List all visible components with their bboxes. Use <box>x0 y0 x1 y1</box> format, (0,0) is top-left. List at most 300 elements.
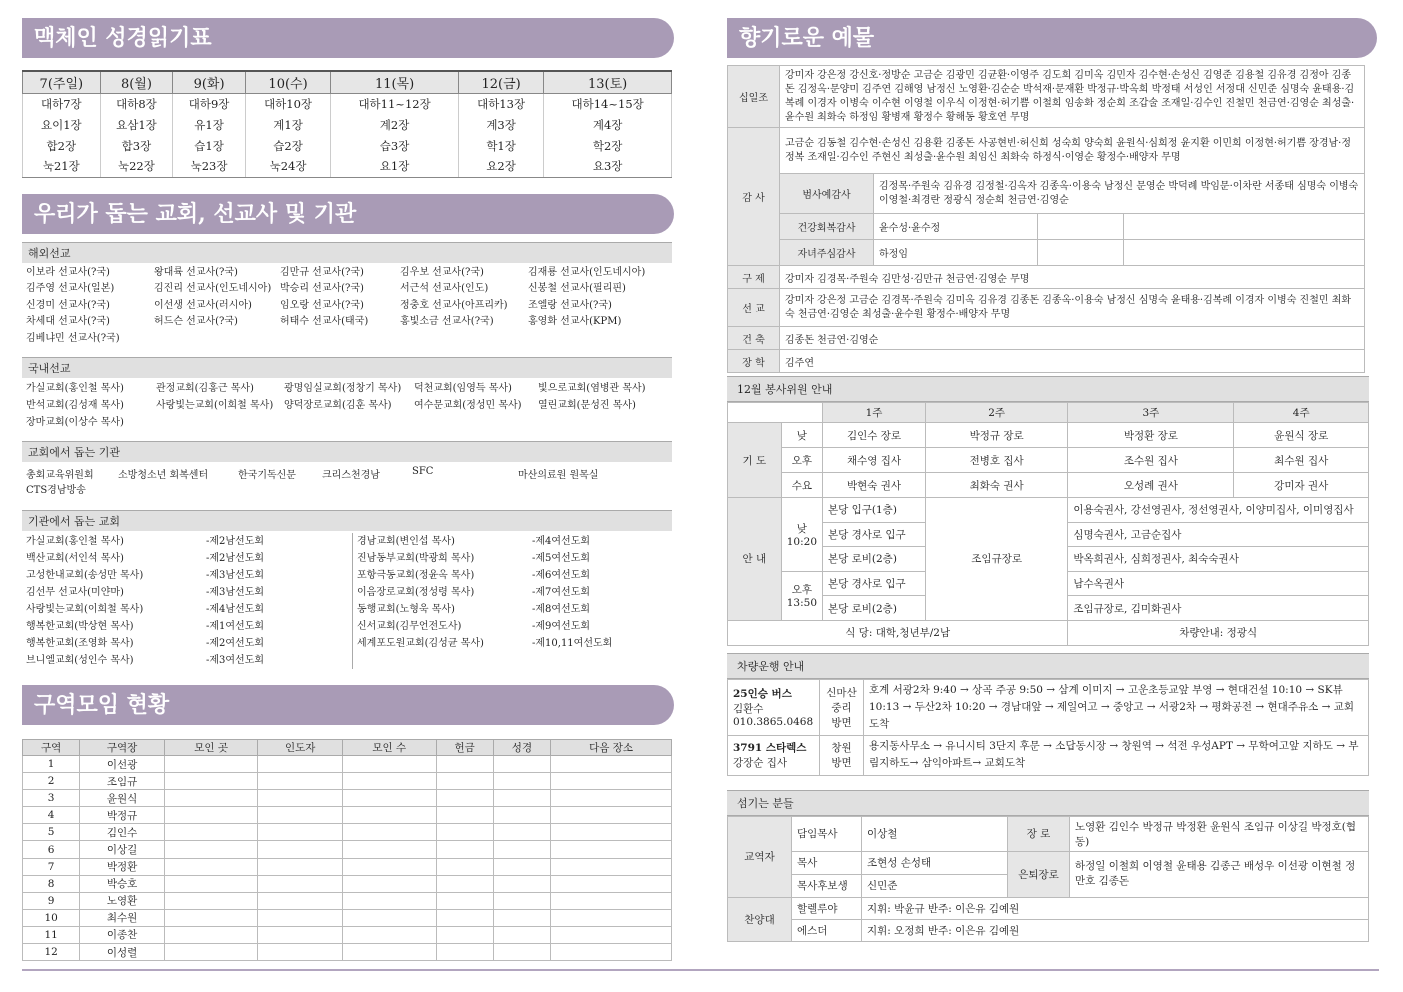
prayer-name: 윤원식 장로 <box>1234 423 1369 448</box>
helped-church-item: -제3남선도회 <box>206 570 265 581</box>
thanks-sub-label: 자녀주심감사 <box>780 240 874 266</box>
meeting-cell <box>436 790 493 807</box>
missionary-item: 서근석 선교사(인도) <box>400 283 489 294</box>
meeting-cell <box>436 841 493 858</box>
domestic-mission-list <box>22 378 672 431</box>
reading-cell: 계3장 <box>458 114 543 135</box>
meeting-row <box>23 926 672 943</box>
meeting-cell <box>436 773 493 790</box>
meeting-cell <box>342 773 436 790</box>
district-number: 4 <box>23 807 80 824</box>
meeting-cell <box>551 875 672 892</box>
missionary-item: 허드슨 선교사(?국) <box>154 316 238 327</box>
retired-elder-label: 은퇴장로 <box>1008 851 1070 897</box>
district-number: 2 <box>23 773 80 790</box>
reading-row <box>23 135 672 156</box>
missionary-item: 정충호 선교사(아프리카) <box>400 299 508 311</box>
staff-heading: 섬기는 분들 <box>727 790 1369 816</box>
meeting-cell <box>436 858 493 875</box>
bus-area: 창원 방면 <box>820 735 864 775</box>
prayer-label: 기 도 <box>728 423 782 498</box>
district-leader: 조임규 <box>80 773 165 790</box>
meeting-cell <box>342 875 436 892</box>
minister-label: 교역자 <box>728 816 792 897</box>
reading-cell: 대하11~12장 <box>331 93 459 114</box>
helped-church-item: 동행교회(노형욱 목사) <box>352 601 532 618</box>
meeting-header: 구역장 <box>80 740 165 756</box>
meeting-cell <box>342 892 436 909</box>
prayer-name: 최화숙 권사 <box>925 473 1067 498</box>
meeting-cell <box>164 892 258 909</box>
meeting-row <box>23 773 672 790</box>
missionary-item: 박승리 선교사(?국) <box>280 283 364 294</box>
meeting-cell <box>436 875 493 892</box>
institution-item: 총회교육위원회 <box>26 470 94 481</box>
bus-area: 신마산 중리 방면 <box>820 679 864 735</box>
missionary-item: 차세대 선교사(?국) <box>26 316 110 327</box>
choir-name: 에스더 <box>792 919 862 941</box>
domestic-church-item: 여수문교회(정성민 목사) <box>414 400 522 411</box>
reading-cell: 계4장 <box>544 114 672 135</box>
scholarship-label: 장 학 <box>728 350 780 373</box>
missionary-item: 이보라 선교사(?국) <box>26 266 110 278</box>
meeting-cell <box>493 824 550 841</box>
meeting-cell <box>493 858 550 875</box>
district-leader: 이상길 <box>80 841 165 858</box>
meeting-header: 성경 <box>493 740 550 756</box>
prayer-name: 채수영 집사 <box>823 448 926 473</box>
guide-place: 본당 경사로 입구 <box>823 522 926 547</box>
meeting-cell <box>164 773 258 790</box>
meeting-cell <box>258 944 343 961</box>
choir-label: 찬양대 <box>728 897 792 941</box>
institution-item: CTS경남방송 <box>26 485 86 496</box>
guide-names: 남수옥권사 <box>1068 571 1369 596</box>
meeting-header: 인도자 <box>258 740 343 756</box>
vehicle-name: 25인승 버스 <box>733 688 792 701</box>
meeting-cell <box>436 926 493 943</box>
mission-label: 선 교 <box>728 289 780 327</box>
meeting-cell <box>164 790 258 807</box>
meeting-cell <box>164 909 258 926</box>
domestic-church-item: 사랑빛는교회(이희철 목사) <box>156 400 274 411</box>
overseas-mission-list <box>22 263 672 348</box>
reading-cell: 대하7장 <box>23 93 101 114</box>
meeting-cell <box>342 858 436 875</box>
guide-label: 안 내 <box>728 498 782 621</box>
helped-church-item: 사랑빛는교회(이희철 목사) <box>26 604 144 615</box>
meeting-cell <box>551 944 672 961</box>
meeting-cell <box>342 824 436 841</box>
domestic-church-item: 반석교회(김성재 목사) <box>26 400 124 411</box>
missionary-item: 이선생 선교사(러시아) <box>154 299 252 311</box>
meeting-cell <box>342 944 436 961</box>
meeting-row <box>23 909 672 926</box>
reading-cell: 요2장 <box>458 156 543 177</box>
staff-role: 목사 <box>792 851 862 874</box>
meeting-cell <box>258 875 343 892</box>
elder-names: 노영환 김인수 박정규 박정환 윤원식 조임규 이상길 박정호(협동) <box>1070 816 1369 851</box>
meeting-row <box>23 756 672 773</box>
meeting-cell <box>342 790 436 807</box>
reading-cell: 계1장 <box>245 114 330 135</box>
service-table <box>727 402 1369 646</box>
week-header: 3주 <box>1068 403 1234 423</box>
helped-church-item: -제4남선도회 <box>206 604 265 615</box>
guide-leader: 조임규장로 <box>925 498 1067 621</box>
meeting-cell <box>551 858 672 875</box>
tithe-label: 십일조 <box>728 66 780 128</box>
helped-church-item: 브니엘교회(성인수 목사) <box>26 655 134 666</box>
institution-heading: 교회에서 돕는 기관 <box>22 441 672 462</box>
district-number: 11 <box>23 926 80 943</box>
meeting-cell <box>436 756 493 773</box>
meeting-cell <box>551 841 672 858</box>
bible-reading-title: 맥체인 성경읽기표 <box>22 18 674 58</box>
institution-item: SFC <box>412 466 434 477</box>
missionary-item: 신봉철 선교사(필리핀) <box>528 283 626 294</box>
district-number: 1 <box>23 756 80 773</box>
meeting-row <box>23 875 672 892</box>
guide-place: 본당 로비(2층) <box>823 547 926 572</box>
meeting-cell <box>164 824 258 841</box>
driver-name: 김환수 <box>733 703 764 716</box>
meeting-cell <box>436 944 493 961</box>
helped-church-item: 고성한내교회(송성만 목사) <box>26 570 144 581</box>
retired-elder-names: 하정일 이철희 이영철 윤태용 김종근 배성우 이선광 이현철 정만호 김종돈 <box>1070 851 1369 897</box>
meeting-cell <box>493 807 550 824</box>
service-heading: 12월 봉사위원 안내 <box>727 376 1369 402</box>
missionary-item: 신경미 선교사(?국) <box>26 299 110 311</box>
staff-role: 담임목사 <box>792 816 862 851</box>
week-header: 4주 <box>1234 403 1369 423</box>
reading-cell: 대하9장 <box>173 93 246 114</box>
meeting-cell <box>436 892 493 909</box>
bus-path: 용지동사무소 → 유니시티 3단지 후문 → 소답동시장 → 창원역 → 석전 우성APT → 무학여고앞 지하도 → 부림지하도→ 삼익아파트→ 교회도착 <box>864 735 1369 775</box>
helped-church-item: -제6여선도회 <box>532 570 591 581</box>
reading-cell: 계2장 <box>331 114 459 135</box>
offering-table <box>727 65 1365 373</box>
helped-church-item: 경남교회(변인섭 목사) <box>352 533 532 550</box>
corner-cell <box>728 403 823 423</box>
missionary-item: 김만규 선교사(?국) <box>280 266 364 278</box>
staff-table <box>727 816 1369 942</box>
district-number: 9 <box>23 892 80 909</box>
reading-row <box>23 156 672 177</box>
vehicle-name: 3791 스타렉스 <box>733 742 807 755</box>
meeting-cell <box>493 926 550 943</box>
meeting-cell <box>551 892 672 909</box>
meal-info: 식 당: 대학,청년부/2남 <box>728 620 1068 645</box>
meeting-cell <box>258 824 343 841</box>
district-leader: 윤원식 <box>80 790 165 807</box>
relief-label: 구 제 <box>728 266 780 289</box>
institution-item: 한국기독신문 <box>238 470 296 481</box>
district-leader: 박정규 <box>80 807 165 824</box>
day-header: 11(목) <box>331 71 459 93</box>
staff-name: 이상철 <box>862 816 1008 851</box>
reading-cell: 요1장 <box>331 156 459 177</box>
guide-place: 본당 입구(1층) <box>823 498 926 523</box>
tithe-names: 강미자 강은정 강신호·정방순 고금순 김광민 김균환·이영주 김도희 김미옥 김민자 김수현·손성신 김영준 김용철 김유경 김정아 김종돈 김정옥·문양미 김주연 김해영 남정신 노영환·김순순 박석재·문재환 박정규·박옥희 박정태 서성인 서정대 신민준 심명숙 윤태용·김복례 이경자 이병숙 이수현 이영철 이우식 이정현·허기쁨 이철희 임송화 정순희 조갑술 조재일·김수인 진철민 천금연·김영순 최성출·윤수원 최화숙 하정임 황병재 황정수 황해동 황호연 무명 <box>780 66 1365 128</box>
meeting-cell <box>164 944 258 961</box>
reading-row <box>23 93 672 114</box>
reading-cell: 습3장 <box>331 135 459 156</box>
missionary-item: 왕대륙 선교사(?국) <box>154 266 238 278</box>
helped-church-item: -제2남선도회 <box>206 536 265 547</box>
reading-cell: 대하8장 <box>100 93 173 114</box>
helped-church-item: -제7여선도회 <box>532 587 591 598</box>
support-title: 우리가 돕는 교회, 선교사 및 기관 <box>22 194 674 234</box>
thanks-sub-names: 김정목·주원숙 김유경 김정철·김옥자 김종옥·이용숙 남정신 문영순 박덕례 박임문·이차란 서종태 심명숙 이병숙 이영철·최경란 정광식 정순희 천금연·김영순 <box>874 174 1365 214</box>
meeting-cell <box>164 926 258 943</box>
meeting-cell <box>493 841 550 858</box>
prayer-name: 오성례 권사 <box>1068 473 1234 498</box>
helped-church-item: -제8여선도회 <box>532 604 591 615</box>
relief-names: 강미자 김경목·주원숙 김만성·김만규 천금연·김영순 무명 <box>780 266 1365 289</box>
overseas-mission-heading: 해외선교 <box>22 242 672 263</box>
reading-cell: 합2장 <box>23 135 101 156</box>
parking-info: 차량안내: 정광식 <box>1068 620 1369 645</box>
day-header: 9(화) <box>173 71 246 93</box>
institution-list <box>22 462 672 496</box>
day-header: 12(금) <box>458 71 543 93</box>
helped-church-item: 세계포도원교회(김성균 목사) <box>352 635 532 652</box>
meeting-cell <box>342 841 436 858</box>
week-header: 1주 <box>823 403 926 423</box>
meeting-header: 구역 <box>23 740 80 756</box>
service-time: 오후 <box>781 448 822 473</box>
bus-vehicle <box>728 679 820 735</box>
day-header: 13(토) <box>544 71 672 93</box>
helped-church-heading: 기관에서 돕는 교회 <box>22 510 672 531</box>
missionary-item: 김진리 선교사(인도네시아) <box>154 283 272 294</box>
domestic-church-item: 관정교회(김홍근 목사) <box>156 383 254 394</box>
reading-cell: 요3장 <box>544 156 672 177</box>
reading-cell: 습2장 <box>245 135 330 156</box>
elder-label: 장 로 <box>1008 816 1070 851</box>
helped-church-item: 행복한교회(조영화 목사) <box>26 638 134 649</box>
meeting-cell <box>493 773 550 790</box>
prayer-row <box>728 448 1369 473</box>
meeting-header: 모인 곳 <box>164 740 258 756</box>
mission-names: 강미자 강은정 고금순 김경목·주원숙 김미옥 김유경 김종돈 김종옥·이용숙 남정신 심명숙 윤태용·김복례 이경자 이병숙 진철민 최화숙 천금연·김영순 최성출·윤수원 황정수·배양자 무명 <box>780 289 1365 327</box>
district-leader: 노영환 <box>80 892 165 909</box>
bus-path: 호계 서광2차 9:40 → 상곡 주공 9:50 → 삼계 이미지 → 고운초등교앞 부영 → 현대건설 10:10 → SK뷰 10:13 → 두산2차 10:20 → 경남대앞 → 제일여고 → 중앙고 → 서광2차 → 평화공전 → 현대주유소 → 교회도착 <box>864 679 1369 735</box>
meeting-cell <box>493 790 550 807</box>
reading-cell: 대하13장 <box>458 93 543 114</box>
building-names: 김종돈 천금연·김영순 <box>780 327 1365 350</box>
domestic-church-item: 빛으로교회(염병관 목사) <box>538 383 646 394</box>
staff-name: 조현성 손성태 <box>862 851 1008 874</box>
support-section <box>22 242 672 670</box>
helped-church-item: -제1여선도회 <box>206 621 265 632</box>
missionary-item: 허태수 선교사(태국) <box>280 316 369 327</box>
day-header: 7(주일) <box>23 71 101 93</box>
meeting-cell <box>258 926 343 943</box>
meeting-cell <box>436 807 493 824</box>
service-time: 수요 <box>781 473 822 498</box>
guide-row <box>728 498 1369 523</box>
guide-noon-time: 낮 10:20 <box>781 498 822 572</box>
helped-church-item: -제4여선도회 <box>532 536 591 547</box>
guide-names: 박옥희권사, 심희정권사, 최숙숙권사 <box>1068 547 1369 572</box>
prayer-name: 최수원 집사 <box>1234 448 1369 473</box>
helped-church-item: -제2여선도회 <box>206 638 265 649</box>
staff-role: 목사후보생 <box>792 874 862 897</box>
domestic-church-item: 광명임실교회(정창기 목사) <box>284 383 402 394</box>
left-column <box>22 18 672 961</box>
missionary-item: 홍빛소금 선교사(?국) <box>400 316 494 327</box>
helped-church-item: 김선무 선교사(미얀마) <box>26 587 124 598</box>
bible-reading-table <box>22 70 672 178</box>
bus-route-row <box>728 679 1369 735</box>
helped-church-item: -제10,11여선도회 <box>532 638 613 649</box>
thanks-sub-names: 하정임 <box>874 240 1038 266</box>
day-header: 10(수) <box>245 71 330 93</box>
district-meeting-title: 구역모임 현황 <box>22 685 674 725</box>
domestic-church-item: 열린교회(문성진 목사) <box>538 400 636 411</box>
prayer-name: 박정규 장로 <box>925 423 1067 448</box>
reading-cell: 눅24장 <box>245 156 330 177</box>
district-number: 7 <box>23 858 80 875</box>
meeting-cell <box>258 858 343 875</box>
helped-church-item: 신서교회(김무언전도사) <box>352 618 532 635</box>
district-leader: 박승호 <box>80 875 165 892</box>
week-header: 2주 <box>925 403 1067 423</box>
meeting-cell <box>493 892 550 909</box>
meeting-cell <box>436 909 493 926</box>
prayer-name: 강미자 권사 <box>1234 473 1369 498</box>
prayer-name: 박정환 장로 <box>1068 423 1234 448</box>
reading-row <box>23 114 672 135</box>
thanks-sub-label: 범사예감사 <box>780 174 874 214</box>
institution-item: 크리스천경남 <box>322 470 380 481</box>
reading-cell: 학1장 <box>458 135 543 156</box>
meeting-cell <box>342 926 436 943</box>
district-number: 6 <box>23 841 80 858</box>
thanks-names: 고금순 김동철 김수현·손성신 김용환 김종돈 사공현빈·허신희 성숙희 양숙희 윤원식·심희정 윤지환 이민희 이정현·허기쁨 장경남·정정복 조재일·김수인 주현신 최성출·윤수원 최임신 최화숙 하정식·이영순 황정수·배양자 무명 <box>780 128 1365 174</box>
thanks-sub-empty <box>1124 214 1365 240</box>
meeting-row <box>23 824 672 841</box>
meeting-cell <box>551 773 672 790</box>
helped-church-list <box>22 531 672 669</box>
helped-church-item: -제5여선도회 <box>532 553 591 564</box>
reading-cell: 학2장 <box>544 135 672 156</box>
meeting-cell <box>342 807 436 824</box>
reading-cell: 요삼1장 <box>100 114 173 135</box>
thanks-sub-names: 윤수성·윤수정 <box>874 214 1038 240</box>
meeting-cell <box>164 807 258 824</box>
meeting-cell <box>258 892 343 909</box>
prayer-name: 조수원 집사 <box>1068 448 1234 473</box>
institution-item: 마산의료원 원목실 <box>518 470 599 481</box>
guide-afternoon-time: 오후 13:50 <box>781 571 822 620</box>
meeting-cell <box>164 875 258 892</box>
helped-church-item: 백산교회(서인석 목사) <box>26 553 124 564</box>
choir-name: 할렐루야 <box>792 897 862 919</box>
meeting-row <box>23 858 672 875</box>
meeting-cell <box>258 841 343 858</box>
meeting-cell <box>551 909 672 926</box>
meeting-cell <box>258 807 343 824</box>
prayer-row <box>728 423 1369 448</box>
thanks-sub-empty <box>1124 240 1365 266</box>
choir-info: 지휘: 오정희 반주: 이은유 김예원 <box>862 919 1369 941</box>
thanks-sub-empty <box>1038 240 1124 266</box>
meeting-cell <box>258 756 343 773</box>
domestic-church-item: 양덕장로교회(김훈 목사) <box>284 400 392 411</box>
district-number: 10 <box>23 909 80 926</box>
meeting-row <box>23 790 672 807</box>
bus-heading: 차량운행 안내 <box>727 653 1369 679</box>
district-number: 12 <box>23 944 80 961</box>
meeting-cell <box>342 909 436 926</box>
scholarship-names: 김주연 <box>780 350 1365 373</box>
meeting-header: 모인 수 <box>342 740 436 756</box>
meeting-cell <box>493 756 550 773</box>
missionary-item: 김베냐민 선교사(?국) <box>26 332 120 344</box>
guide-place: 본당 로비(2층) <box>823 596 926 621</box>
reading-cell: 눅21장 <box>23 156 101 177</box>
footer-rule <box>22 969 1379 971</box>
missionary-item: 김재룡 선교사(인도네시아) <box>528 266 646 278</box>
helped-church-item: -제3여선도회 <box>206 655 265 666</box>
helped-church-item: -제9여선도회 <box>532 621 591 632</box>
bus-route-row <box>728 735 1369 775</box>
missionary-item: 조엘랑 선교사(?국) <box>528 299 612 311</box>
meeting-cell <box>551 790 672 807</box>
staff-name: 신민준 <box>862 874 1008 897</box>
prayer-name: 전병호 집사 <box>925 448 1067 473</box>
domestic-church-item: 장마교회(이상수 목사) <box>26 417 124 428</box>
meeting-cell <box>164 858 258 875</box>
guide-names: 이용숙권사, 강선영권사, 정선영권사, 이양미집사, 이미영집사 <box>1068 498 1369 523</box>
missionary-item: 홍영화 선교사(KPM) <box>528 316 622 327</box>
thanks-label: 감 사 <box>728 128 780 266</box>
missionary-item: 김주영 선교사(일본) <box>26 283 115 294</box>
helped-church-item: 가실교회(홍인철 목사) <box>26 536 124 547</box>
institution-item: 소방청소년 회복센터 <box>118 470 209 481</box>
building-label: 건 축 <box>728 327 780 350</box>
reading-cell: 합3장 <box>100 135 173 156</box>
driver-phone: 010.3865.0468 <box>733 716 814 729</box>
meeting-cell <box>436 824 493 841</box>
meeting-row <box>23 892 672 909</box>
helped-church-item: 이음장로교회(정성령 목사) <box>352 584 532 601</box>
reading-cell: 눅22장 <box>100 156 173 177</box>
thanks-sub-label: 건강회복감사 <box>780 214 874 240</box>
helped-church-item: -제3남선도회 <box>206 587 265 598</box>
domestic-church-item: 덕천교회(임영득 목사) <box>414 383 512 394</box>
helped-church-item: -제2남선도회 <box>206 553 265 564</box>
meeting-cell <box>493 875 550 892</box>
thanks-sub-empty <box>1038 214 1124 240</box>
choir-info: 지휘: 박윤규 반주: 이은유 김예원 <box>862 897 1369 919</box>
guide-names: 조임규장로, 김미화권사 <box>1068 596 1369 621</box>
reading-cell: 대하14~15장 <box>544 93 672 114</box>
meeting-header: 다음 장소 <box>551 740 672 756</box>
driver-name: 강장순 집사 <box>733 757 788 770</box>
reading-cell: 눅23장 <box>173 156 246 177</box>
meeting-cell <box>164 841 258 858</box>
district-leader: 박정환 <box>80 858 165 875</box>
meeting-cell <box>551 926 672 943</box>
service-time: 낮 <box>781 423 822 448</box>
district-number: 5 <box>23 824 80 841</box>
meeting-cell <box>551 756 672 773</box>
district-meeting-table <box>22 739 672 961</box>
